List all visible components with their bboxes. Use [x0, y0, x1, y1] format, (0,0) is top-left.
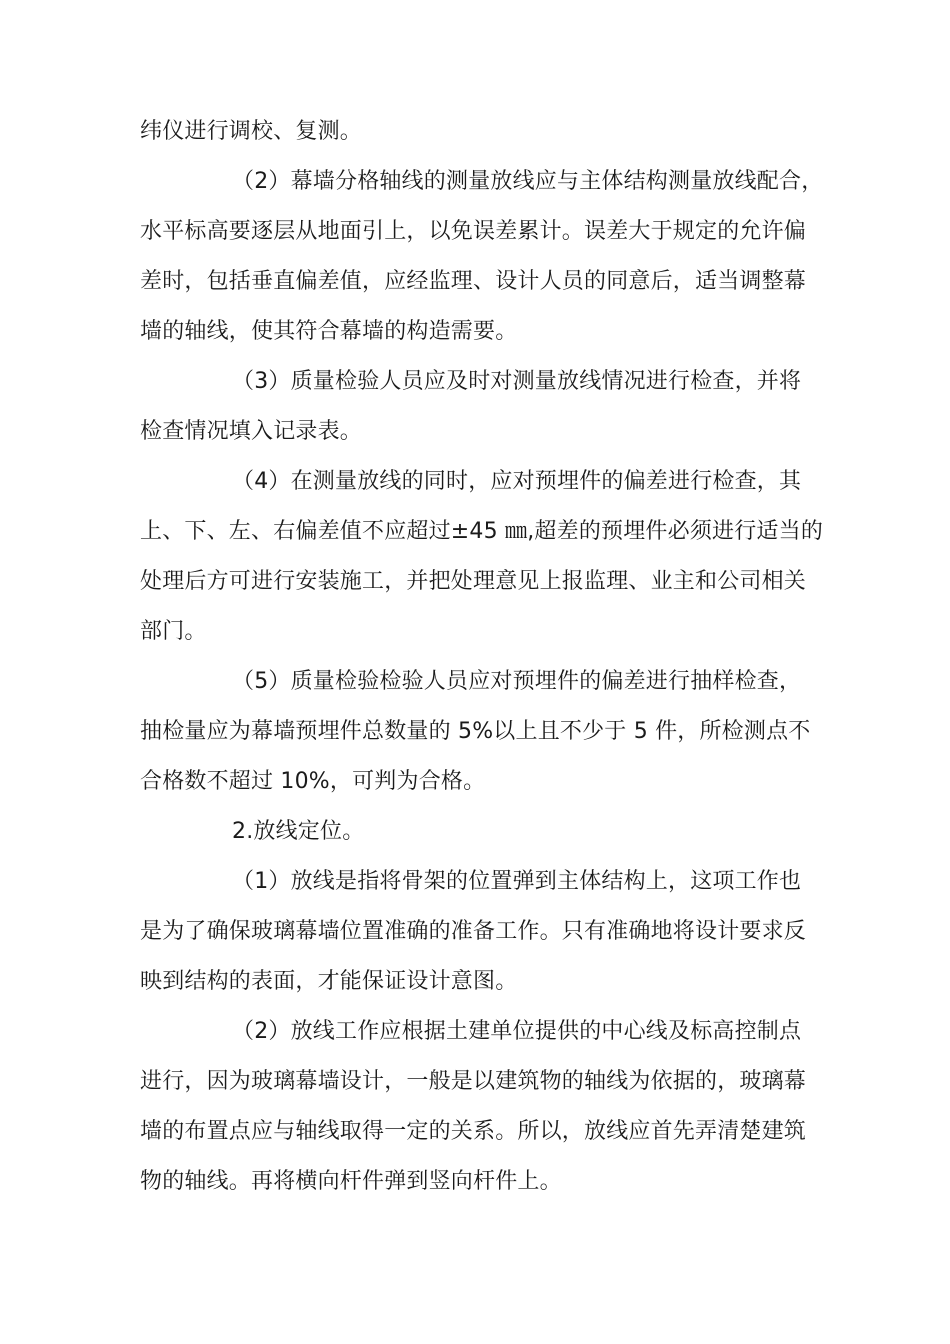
- text-line: 映到结构的表面，才能保证设计意图。: [140, 969, 518, 994]
- text-line: 抽检量应为幕墙预埋件总数量的 5%以上且不少于 5 件，所检测点不: [140, 719, 811, 744]
- paragraph-start-line: （4）在测量放线的同时，应对预埋件的偏差进行检查，其: [232, 469, 802, 494]
- paragraph-start-line: （1）放线是指将骨架的位置弹到主体结构上，这项工作也: [232, 869, 802, 894]
- text-line: 部门。: [140, 619, 207, 644]
- paragraph-start-line: （2）放线工作应根据土建单位提供的中心线及标高控制点: [232, 1019, 802, 1044]
- text-line: 物的轴线。再将横向杆件弹到竖向杆件上。: [140, 1169, 562, 1194]
- text-line: 是为了确保玻璃幕墙位置准确的准备工作。只有准确地将设计要求反: [140, 919, 807, 944]
- paragraph-start-line: （3）质量检验人员应及时对测量放线情况进行检查，并将: [232, 369, 802, 394]
- paragraph-start-line: （2）幕墙分格轴线的测量放线应与主体结构测量放线配合，: [232, 169, 824, 194]
- text-line: 合格数不超过 10%，可判为合格。: [140, 769, 486, 794]
- text-line: 墙的布置点应与轴线取得一定的关系。所以，放线应首先弄清楚建筑: [140, 1119, 807, 1144]
- text-line: 墙的轴线，使其符合幕墙的构造需要。: [140, 319, 518, 344]
- text-line: 上、下、左、右偏差值不应超过±45 ㎜,超差的预埋件必须进行适当的: [140, 519, 824, 544]
- text-line: 检查情况填入记录表。: [140, 419, 363, 444]
- text-line: 纬仪进行调校、复测。: [140, 119, 363, 144]
- paragraph-start-line: （5）质量检验检验人员应对预埋件的偏差进行抽样检查，: [232, 669, 802, 694]
- section-heading: 2.放线定位。: [232, 819, 365, 844]
- text-line: 差时，包括垂直偏差值，应经监理、设计人员的同意后，适当调整幕: [140, 269, 807, 294]
- text-line: 处理后方可进行安装施工，并把处理意见上报监理、业主和公司相关: [140, 569, 807, 594]
- text-line: 水平标高要逐层从地面引上，以免误差累计。误差大于规定的允许偏: [140, 219, 807, 244]
- text-line: 进行，因为玻璃幕墙设计，一般是以建筑物的轴线为依据的，玻璃幕: [140, 1069, 807, 1094]
